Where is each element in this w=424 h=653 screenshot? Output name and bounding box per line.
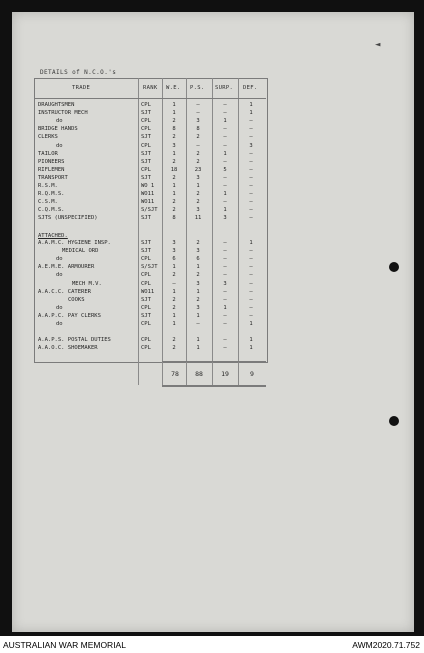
cell-surp: – <box>223 199 227 206</box>
header-def: DEF. <box>243 85 258 91</box>
cell-def: – <box>249 126 253 133</box>
cell-we: 3 <box>172 142 176 149</box>
cell-surp: – <box>223 102 227 108</box>
cell-def: 1 <box>249 337 253 343</box>
header-rule <box>34 98 266 99</box>
cell-ps: 1 <box>196 264 200 271</box>
cell-surp: – <box>223 288 227 295</box>
cell-rank: CPL <box>141 280 151 287</box>
cell-trade: do <box>56 321 63 327</box>
cell-trade: RIFLEMEN <box>38 166 65 173</box>
cell-ps: 2 <box>196 134 200 141</box>
column-divider <box>138 78 139 385</box>
cell-surp: 1 <box>223 150 227 157</box>
cell-def: – <box>249 183 253 189</box>
cell-def: 1 <box>249 110 253 117</box>
total-we: 78 <box>171 370 179 378</box>
cell-rank: CPL <box>141 272 151 279</box>
cell-def: – <box>249 304 253 311</box>
cell-ps: 6 <box>196 256 200 263</box>
cell-trade: A.A.P.C. PAY CLERKS <box>38 312 101 319</box>
cell-surp: – <box>223 240 227 246</box>
cell-surp: – <box>223 345 227 352</box>
cell-surp: – <box>223 264 227 271</box>
cell-surp: – <box>223 110 227 117</box>
cell-surp: 3 <box>223 280 227 287</box>
cell-def: 1 <box>249 345 253 352</box>
cell-rank: WO11 <box>141 199 155 206</box>
cell-ps: 3 <box>196 280 200 287</box>
cell-surp: 3 <box>223 215 227 222</box>
cell-we: 2 <box>172 304 176 311</box>
cell-we: 1 <box>172 102 176 108</box>
cell-trade: do <box>56 118 63 125</box>
cell-def: – <box>249 207 253 214</box>
header-ps: P.S. <box>190 85 205 91</box>
header-trade: TRADE <box>72 85 91 91</box>
cell-surp: – <box>223 312 227 319</box>
cell-we: 3 <box>172 240 176 246</box>
cell-ps: 1 <box>196 183 200 189</box>
punch-hole <box>389 262 399 272</box>
cell-def: – <box>249 134 253 141</box>
header-rank: RANK <box>143 85 158 91</box>
cell-we: 1 <box>172 264 176 271</box>
cell-def: – <box>249 158 253 165</box>
cell-we: 2 <box>172 337 176 343</box>
cell-we: 2 <box>172 296 176 303</box>
total-def: 9 <box>250 370 254 378</box>
cell-rank: SJT <box>141 248 151 255</box>
cell-rank: WO11 <box>141 288 155 295</box>
cell-ps: 3 <box>196 118 200 125</box>
cell-surp: – <box>223 126 227 133</box>
cell-trade: C.Q.M.S. <box>38 207 65 214</box>
footer-accession-number: AWM2020.71.752 <box>352 640 420 650</box>
cell-trade: BRIDGE HANDS <box>38 126 78 133</box>
cell-def: – <box>249 264 253 271</box>
cell-ps: 2 <box>196 296 200 303</box>
cell-ps: 3 <box>196 304 200 311</box>
cell-def: – <box>249 248 253 255</box>
cell-we: 1 <box>172 312 176 319</box>
cell-we: 2 <box>172 134 176 141</box>
cell-rank: SJT <box>141 174 151 181</box>
cell-rank: SJT <box>141 158 151 165</box>
cell-ps: 3 <box>196 248 200 255</box>
cell-we: 1 <box>172 150 176 157</box>
cell-rank: SJT <box>141 240 151 246</box>
cell-trade: do <box>56 256 63 263</box>
cell-def: 3 <box>249 142 253 149</box>
cell-we: 1 <box>172 191 176 198</box>
cell-trade: INSTRUCTOR MECH <box>38 110 88 117</box>
cell-rank: CPL <box>141 337 151 343</box>
cell-surp: – <box>223 134 227 141</box>
pencil-mark: ◄ <box>375 40 381 50</box>
cell-we: 2 <box>172 174 176 181</box>
cell-we: 1 <box>172 288 176 295</box>
attached-heading: ATTACHED. <box>38 233 68 239</box>
cell-def: – <box>249 296 253 303</box>
cell-ps: 2 <box>196 240 200 246</box>
cell-trade: PIONEERS <box>38 158 65 165</box>
cell-we: 2 <box>172 158 176 165</box>
cell-def: – <box>249 288 253 295</box>
cell-trade: MECH M.V. <box>72 280 102 287</box>
cell-ps: 11 <box>194 215 202 222</box>
cell-trade: A.A.P.S. POSTAL DUTIES <box>38 337 111 343</box>
cell-trade: A.A.C.C. CATERER <box>38 288 91 295</box>
cell-we: 2 <box>172 118 176 125</box>
cell-trade: A.A.O.C. SHOEMAKER <box>38 345 98 352</box>
cell-ps: 1 <box>196 345 200 352</box>
cell-trade: SJTS (UNSPECIFIED) <box>38 215 98 222</box>
cell-rank: CPL <box>141 256 151 263</box>
cell-rank: CPL <box>141 304 151 311</box>
cell-ps: 2 <box>196 272 200 279</box>
cell-we: 1 <box>172 183 176 189</box>
cell-ps: 3 <box>196 207 200 214</box>
cell-rank: CPL <box>141 321 151 327</box>
header-we: W.E. <box>166 85 181 91</box>
cell-def: – <box>249 166 253 173</box>
cell-def: – <box>249 272 253 279</box>
cell-rank: SJT <box>141 134 151 141</box>
cell-rank: CPL <box>141 345 151 352</box>
cell-surp: – <box>223 158 227 165</box>
cell-ps: 1 <box>196 312 200 319</box>
cell-rank: CPL <box>141 102 151 108</box>
cell-ps: – <box>196 142 200 149</box>
cell-trade: A.E.M.E. ARMOURER <box>38 264 95 271</box>
cell-trade: COOKS <box>68 296 85 303</box>
cell-rank: CPL <box>141 142 151 149</box>
cell-ps: 2 <box>196 199 200 206</box>
total-surp: 19 <box>221 370 229 378</box>
header-surp: SURP. <box>215 85 234 91</box>
punch-hole <box>389 416 399 426</box>
cell-def: – <box>249 199 253 206</box>
cell-trade: A.A.M.C. HYGIENE INSP. <box>38 240 111 246</box>
cell-rank: SJT <box>141 296 151 303</box>
cell-we: 6 <box>172 256 176 263</box>
cell-rank: WO 1 <box>141 183 155 189</box>
cell-we: 2 <box>172 199 176 206</box>
cell-surp: – <box>223 337 227 343</box>
cell-rank: SJT <box>141 215 151 222</box>
cell-rank: CPL <box>141 166 151 173</box>
footer-bar <box>0 636 424 653</box>
cell-rank: SJT <box>141 312 151 319</box>
cell-trade: do <box>56 272 63 279</box>
cell-ps: 23 <box>194 166 202 173</box>
cell-ps: 3 <box>196 174 200 181</box>
cell-ps: 2 <box>196 150 200 157</box>
cell-surp: – <box>223 142 227 149</box>
cell-def: – <box>249 215 253 222</box>
cell-rank: WO11 <box>141 191 155 198</box>
cell-trade: do <box>56 304 63 311</box>
cell-trade: DRAUGHTSMEN <box>38 102 75 108</box>
cell-we: 1 <box>172 321 176 327</box>
cell-def: – <box>249 174 253 181</box>
cell-we: 3 <box>172 248 176 255</box>
cell-ps: – <box>196 110 200 117</box>
cell-we: 8 <box>172 215 176 222</box>
cell-rank: CPL <box>141 126 151 133</box>
cell-surp: – <box>223 183 227 189</box>
cell-trade: TAILOR <box>38 150 58 157</box>
cell-we: 2 <box>172 207 176 214</box>
cell-ps: 1 <box>196 288 200 295</box>
cell-we: 8 <box>172 126 176 133</box>
total-rule <box>162 385 266 387</box>
cell-we: 2 <box>172 345 176 352</box>
cell-def: 1 <box>249 102 253 108</box>
cell-we: – <box>172 280 176 287</box>
total-rule <box>162 361 266 362</box>
cell-surp: – <box>223 256 227 263</box>
cell-ps: 2 <box>196 191 200 198</box>
cell-rank: S/SJT <box>141 264 158 271</box>
cell-ps: – <box>196 321 200 327</box>
cell-surp: – <box>223 174 227 181</box>
cell-def: – <box>249 191 253 198</box>
cell-surp: – <box>223 296 227 303</box>
cell-trade: CLERKS <box>38 134 58 141</box>
footer-credit: AUSTRALIAN WAR MEMORIAL <box>3 640 126 650</box>
cell-trade: C.S.M. <box>38 199 58 206</box>
cell-def: 1 <box>249 240 253 246</box>
cell-surp: – <box>223 248 227 255</box>
cell-surp: 1 <box>223 191 227 198</box>
cell-surp: – <box>223 272 227 279</box>
cell-surp: 1 <box>223 304 227 311</box>
cell-ps: 8 <box>196 126 200 133</box>
cell-trade: R.S.M. <box>38 183 58 189</box>
cell-rank: CPL <box>141 118 151 125</box>
cell-surp: – <box>223 321 227 327</box>
cell-we: 1 <box>172 110 176 117</box>
cell-def: – <box>249 150 253 157</box>
cell-ps: 2 <box>196 158 200 165</box>
table-title: DETAILS of N.C.O.'s <box>40 69 117 76</box>
cell-we: 2 <box>172 272 176 279</box>
cell-def: – <box>249 118 253 125</box>
cell-def: – <box>249 312 253 319</box>
cell-rank: S/SJT <box>141 207 158 214</box>
total-ps: 88 <box>195 370 203 378</box>
cell-def: – <box>249 280 253 287</box>
cell-surp: 1 <box>223 207 227 214</box>
cell-def: – <box>249 256 253 263</box>
cell-trade: MEDICAL ORD <box>62 248 99 255</box>
cell-trade: do <box>56 142 63 149</box>
cell-trade: R.Q.M.S. <box>38 191 65 198</box>
cell-ps: 1 <box>196 337 200 343</box>
cell-rank: SJT <box>141 110 151 117</box>
cell-ps: – <box>196 102 200 108</box>
cell-surp: 5 <box>223 166 227 173</box>
cell-rank: SJT <box>141 150 151 157</box>
cell-def: 1 <box>249 321 253 327</box>
cell-we: 18 <box>170 166 178 173</box>
cell-trade: TRANSPORT <box>38 174 68 181</box>
cell-surp: 1 <box>223 118 227 125</box>
